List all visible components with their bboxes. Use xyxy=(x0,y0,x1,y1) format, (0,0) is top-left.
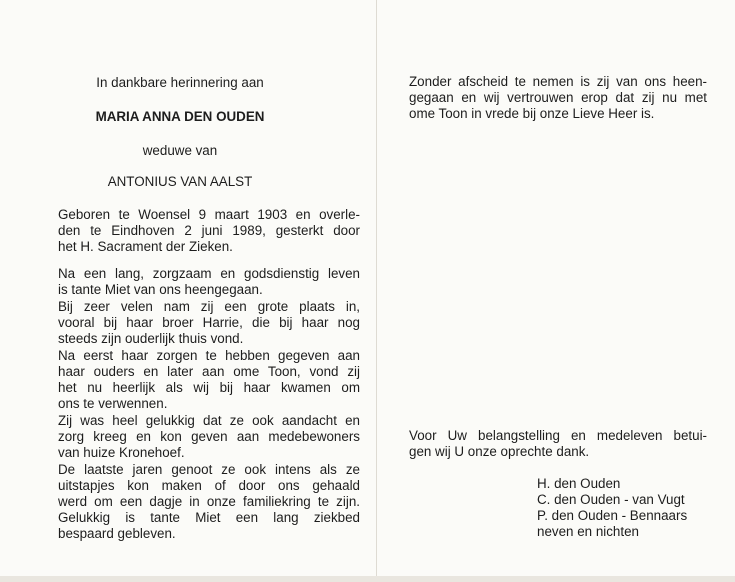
paragraph-line: het nu heerlijk als wij bij haar kwamen om xyxy=(58,380,360,395)
card-edge xyxy=(0,576,735,582)
paragraph-line: bespaard gebleven. xyxy=(58,526,176,541)
relation-text: weduwe van xyxy=(142,143,218,158)
farewell-line: Zonder afscheid te nemen is zij van ons heen- xyxy=(409,74,707,89)
paragraph-line: steeds zijn ouderlijk thuis vond. xyxy=(58,331,244,346)
signer-name: C. den Ouden - van Vugt xyxy=(537,492,685,507)
signer-name: P. den Ouden - Bennaars xyxy=(537,508,688,523)
farewell-line: ome Toon in vrede bij onze Lieve Heer is. xyxy=(409,106,655,121)
paragraph-line: vooral bij haar broer Harrie, die bij haar nog xyxy=(58,315,360,330)
birth-death-line: Geboren te Woensel 9 maart 1903 en overle- xyxy=(58,207,360,222)
thanks-line: gen wij U onze oprechte dank. xyxy=(409,444,590,459)
paragraph-line: uitstapjes kon maken of door ons gehaald xyxy=(58,478,360,493)
card-fold xyxy=(376,0,377,582)
paragraph-line: De laatste jaren genoot ze ook intens als ze xyxy=(58,462,360,477)
paragraph-line: van huize Kronehoef. xyxy=(58,445,185,460)
birth-death-line: het H. Sacrament der Zieken. xyxy=(58,239,233,254)
paragraph-line: Na eerst haar zorgen te hebben gegeven aan xyxy=(58,348,360,363)
intro-text: In dankbare herinnering aan xyxy=(96,75,264,90)
spouse-name: ANTONIUS VAN AALST xyxy=(107,174,253,189)
paragraph-line: ons te verwennen. xyxy=(58,396,168,411)
paragraph-line: werd om een dagje in onze familiekring te zijn. xyxy=(58,494,360,509)
paragraph-line: is tante Miet van ons heengegaan. xyxy=(58,282,263,297)
farewell-line: gegaan en wij vertrouwen erop dat zij nu met xyxy=(409,90,707,105)
paragraph-line: Gelukkig is tante Miet een lang ziekbed xyxy=(58,510,360,525)
birth-death-line: den te Eindhoven 2 juni 1989, gesterkt door xyxy=(58,223,360,238)
paragraph-line: haar ouders en later aan ome Toon, vond zij xyxy=(58,364,360,379)
thanks-line: Voor Uw belangstelling en medeleven betui- xyxy=(409,428,707,443)
paragraph-line: Na een lang, zorgzaam en godsdienstig leven xyxy=(58,266,360,281)
signer-name: neven en nichten xyxy=(537,524,639,539)
signer-name: H. den Ouden xyxy=(537,476,621,491)
deceased-name: MARIA ANNA DEN OUDEN xyxy=(95,109,265,124)
paragraph-line: Zij was heel gelukkig dat ze ook aandacht en xyxy=(58,413,360,428)
paragraph-line: zorg kreeg en kon geven aan medebewoners xyxy=(58,429,360,444)
paragraph-line: Bij zeer velen nam zij een grote plaats in, xyxy=(58,299,360,314)
